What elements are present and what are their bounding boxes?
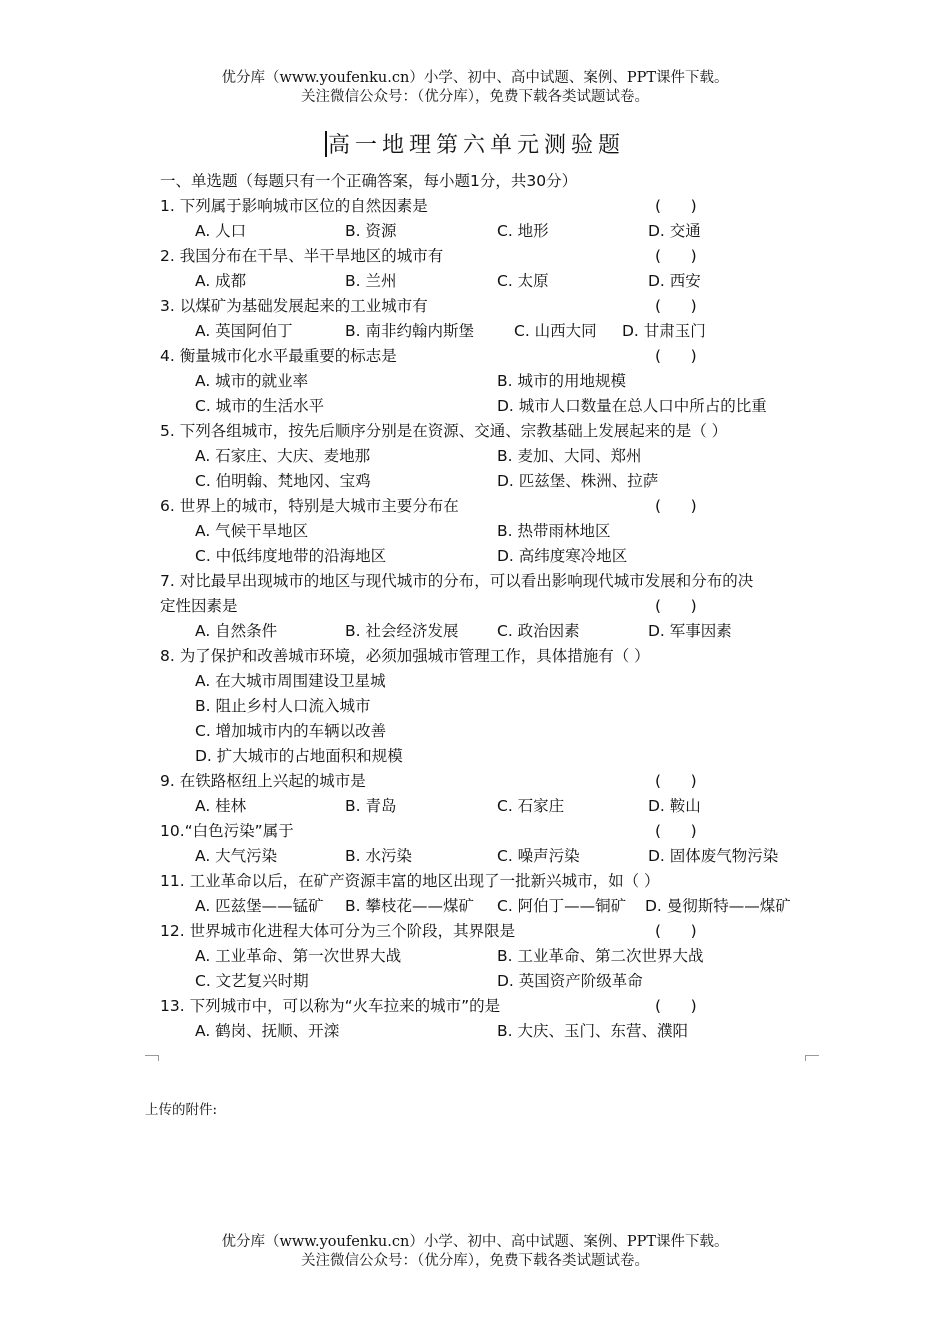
option: C. 噪声污染	[497, 847, 580, 865]
question-1: 1. 下列属于影响城市区位的自然因素是	[160, 197, 428, 215]
page-corner-mark-left-tick	[158, 1055, 159, 1061]
option: A. 人口	[195, 222, 247, 240]
option: A. 在大城市周围建设卫星城	[195, 672, 386, 690]
option: B. 城市的用地规模	[497, 372, 626, 390]
question-7-cont: 定性因素是	[160, 597, 238, 615]
question-6: 6. 世界上的城市，特别是大城市主要分布在	[160, 497, 459, 515]
question-13: 13. 下列城市中，可以称为“火车拉来的城市”的是	[160, 997, 501, 1015]
option: D. 英国资产阶级革命	[497, 972, 643, 990]
footer-line-2: 关注微信公众号：（优分库），免费下载各类试题试卷。	[301, 1253, 649, 1269]
option: D. 高纬度寒冷地区	[497, 547, 628, 565]
footer-line-1: 优分库（www.youfenku.cn）小学、初中、高中试题、案例、PPT课件下载。	[221, 1234, 729, 1250]
question-8: 8. 为了保护和改善城市环境，必须加强城市管理工作，具体措施有（ ）	[160, 647, 650, 665]
answer-blank: ( )	[655, 247, 697, 265]
option: A. 大气污染	[195, 847, 278, 865]
option: B. 攀枝花——煤矿	[345, 897, 474, 915]
option: B. 南非约翰内斯堡	[345, 322, 474, 340]
option: A. 城市的就业率	[195, 372, 309, 390]
header-line-2: 关注微信公众号：（优分库），免费下载各类试题试卷。	[301, 89, 649, 105]
option: B. 热带雨林地区	[497, 522, 611, 540]
question-9: 9. 在铁路枢纽上兴起的城市是	[160, 772, 366, 790]
page-corner-mark-left	[145, 1055, 159, 1056]
option: B. 社会经济发展	[345, 622, 459, 640]
option: D. 鞍山	[648, 797, 701, 815]
option: A. 匹兹堡——锰矿	[195, 897, 324, 915]
section-heading: 一、单选题（每题只有一个正确答案，每小题1分，共30分）	[160, 172, 578, 190]
question-4: 4. 衡量城市化水平最重要的标志是	[160, 347, 397, 365]
option: D. 交通	[648, 222, 701, 240]
option: B. 水污染	[345, 847, 412, 865]
option: D. 甘肃玉门	[622, 322, 706, 340]
option: A. 英国阿伯丁	[195, 322, 293, 340]
option: C. 伯明翰、梵地冈、宝鸡	[195, 472, 371, 490]
option: A. 桂林	[195, 797, 247, 815]
option: D. 曼彻斯特——煤矿	[645, 897, 791, 915]
option: C. 中低纬度地带的沿海地区	[195, 547, 387, 565]
question-12: 12. 世界城市化进程大体可分为三个阶段，其界限是	[160, 922, 516, 940]
option: C. 石家庄	[497, 797, 565, 815]
option: B. 工业革命、第二次世界大战	[497, 947, 704, 965]
page-corner-mark-right-tick	[805, 1055, 806, 1061]
question-7: 7. 对比最早出现城市的地区与现代城市的分布，可以看出影响现代城市发展和分布的决	[160, 572, 754, 590]
option: B. 青岛	[345, 797, 397, 815]
answer-blank: ( )	[655, 497, 697, 515]
question-5: 5. 下列各组城市，按先后顺序分别是在资源、交通、宗教基础上发展起来的是（ ）	[160, 422, 728, 440]
question-10: 10.“白色污染”属于	[160, 822, 294, 840]
answer-blank: ( )	[655, 597, 697, 615]
question-2: 2. 我国分布在干旱、半干旱地区的城市有	[160, 247, 444, 265]
answer-blank: ( )	[655, 772, 697, 790]
answer-blank: ( )	[655, 347, 697, 365]
document-title	[0, 128, 950, 159]
title-text: 高一地理第六单元测验题	[327, 133, 625, 158]
option: A. 工业革命、第一次世界大战	[195, 947, 402, 965]
option: C. 增加城市内的车辆以改善	[195, 722, 387, 740]
option: B. 麦加、大同、郑州	[497, 447, 642, 465]
option: A. 成都	[195, 272, 247, 290]
page-corner-mark-right	[805, 1055, 819, 1056]
option: B. 大庆、玉门、东营、濮阳	[497, 1022, 688, 1040]
option: A. 石家庄、大庆、麦地那	[195, 447, 371, 465]
option: D. 西安	[648, 272, 701, 290]
option: D. 军事因素	[648, 622, 732, 640]
header-line-1: 优分库（www.youfenku.cn）小学、初中、高中试题、案例、PPT课件下载。	[221, 70, 729, 86]
question-3: 3. 以煤矿为基础发展起来的工业城市有	[160, 297, 428, 315]
option: C. 山西大同	[514, 322, 597, 340]
option: A. 自然条件	[195, 622, 278, 640]
option: C. 阿伯丁——铜矿	[497, 897, 627, 915]
option: C. 城市的生活水平	[195, 397, 325, 415]
answer-blank: ( )	[655, 822, 697, 840]
option: C. 地形	[497, 222, 549, 240]
answer-blank: ( )	[655, 297, 697, 315]
text-cursor	[325, 131, 327, 157]
option: B. 阻止乡村人口流入城市	[195, 697, 371, 715]
attachment-label: 上传的附件:	[145, 1102, 218, 1118]
answer-blank: ( )	[655, 997, 697, 1015]
option: B. 兰州	[345, 272, 397, 290]
answer-blank: ( )	[655, 922, 697, 940]
option: D. 固体废气物污染	[648, 847, 779, 865]
option: C. 政治因素	[497, 622, 580, 640]
option: A. 气候干旱地区	[195, 522, 309, 540]
option: C. 文艺复兴时期	[195, 972, 309, 990]
option: D. 扩大城市的占地面积和规模	[195, 747, 403, 765]
option: D. 匹兹堡、株洲、拉萨	[497, 472, 659, 490]
option: B. 资源	[345, 222, 397, 240]
answer-blank: ( )	[655, 197, 697, 215]
option: D. 城市人口数量在总人口中所占的比重	[497, 397, 767, 415]
question-11: 11. 工业革命以后，在矿产资源丰富的地区出现了一批新兴城市，如（ ）	[160, 872, 660, 890]
option: A. 鹤岗、抚顺、开滦	[195, 1022, 340, 1040]
option: C. 太原	[497, 272, 549, 290]
